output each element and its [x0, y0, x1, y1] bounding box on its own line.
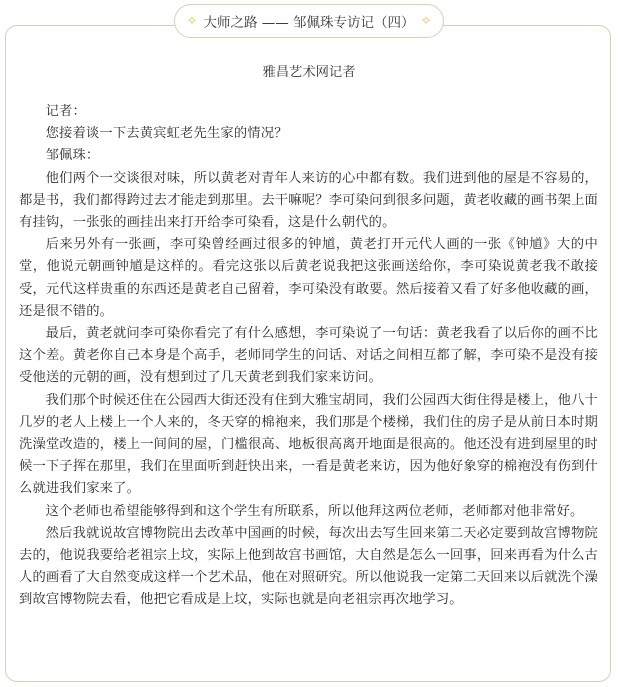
title-badge	[174, 4, 445, 38]
paragraph: 最后，黄老就问李可染你看完了有什么感想，李可染说了一句话：黄老我看了以后你的画不比这个差。黄老你自己本身是个高手，老师同学生的问话、对话之间相互都了解，李可染不是没有接受他送的元朝的画，没有想到过了几天黄老到我们家来访问。	[19, 326, 598, 386]
paragraph: 这个老师也希望能够得到和这个学生有所联系，所以他拜这两位老师，老师都对他非常好。	[45, 503, 584, 519]
star-icon: ✧	[186, 13, 198, 29]
page-title: 大师之路 —— 邹佩珠专访记（四）	[203, 15, 415, 31]
byline: 雅昌艺术网记者	[262, 65, 356, 80]
title-bar	[0, 4, 618, 38]
question-text: 您接着谈一下去黄宾虹老先生家的情况？	[45, 126, 288, 142]
speaker-label: 邹佩珠：	[45, 148, 100, 164]
star-icon: ✧	[420, 13, 432, 29]
paragraph: 后来另外有一张画，李可染曾经画过很多的钟馗，黄老打开元代人画的一张《钟馗》大的中堂，他说元朝画钟馗是这样的。看完这张以后黄老说我把这张画送给你，李可染说黄老我不敢接受，元代这样贵重的东西还是黄老自己留着，李可染没有敢要。然后接着又看了好多他收藏的画，还是很不错的。	[19, 237, 598, 319]
article-body	[19, 101, 598, 612]
paragraph: 然后我就说故宫博物院出去改革中国画的时候，每次出去写生回来第二天必定要到故宫博物院去的，他说我要给老祖宗上坟，实际上他到故宫书画馆，大自然是怎么一回事，回来再看为什么古人的画看了大自然变成这样一个艺术品，他在对照研究。所以他说我一定第二天回来以后就洗个澡到故宫博物院去看，他把它看成是上坟，实际也就是向老祖宗再次地学习。	[19, 525, 598, 608]
speaker-label: 记者：	[45, 104, 86, 119]
paragraph: 他们两个一交谈很对味，所以黄老对青年人来访的心中都有数。我们进到他的屋是不容易的，都是书，我们都得跨过去才能走到那里。去干嘛呢？李可染问到很多问题，黄老收藏的画书架上面有挂钩，一张张的画挂出来打开给李可染看，这是什么朝代的。	[19, 170, 598, 231]
paragraph: 我们那个时候还住在公园西大街还没有住到大雅宝胡同，我们公园西大街住得是楼上，他八十几岁的老人上楼上一个人来的，冬天穿的棉袍来，我们那是个楼梯，我们住的房子是从前日本时期洗澡堂改造的，楼上一间间的屋，门槛很高、地板很高离开地面是很高的。他还没有进到屋里的时候一下子挥在那里，我们在里面听到赶快出来，一看是黄老来访，因为他好象穿的棉袍没有伤到什么就进我们家来了。	[19, 392, 598, 497]
